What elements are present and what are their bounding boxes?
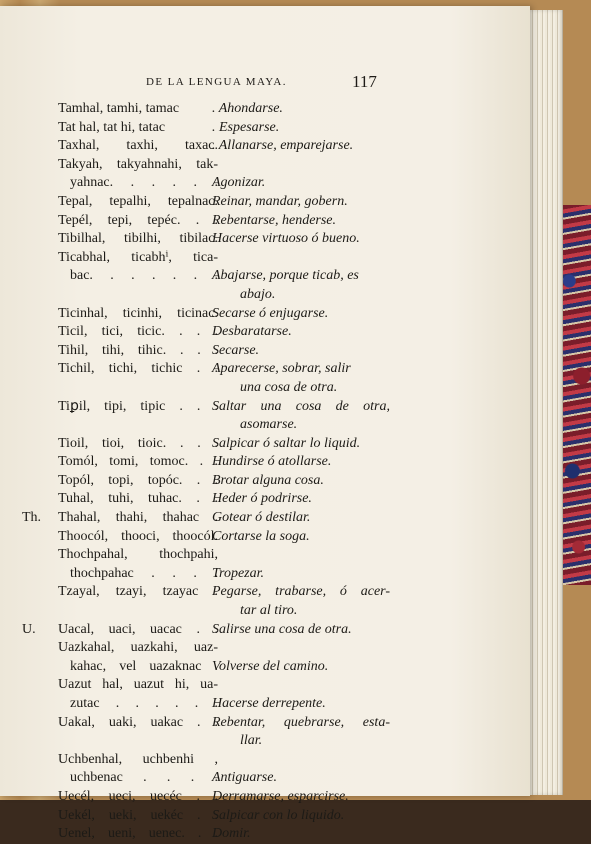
entry-line (0, 807, 530, 826)
dictionary-entry (0, 305, 530, 324)
maya-term: Taxhal, taxhi, taxac. (58, 138, 218, 154)
entry-line (0, 119, 530, 138)
spanish-translation: Salpicar ó saltar lo liquid. (212, 435, 361, 451)
dictionary-entry (0, 323, 530, 342)
entry-line (0, 360, 530, 379)
spanish-translation: Reinar, mandar, gobern. (212, 193, 348, 209)
maya-term: Tepal, tepalhi, tepalnac. (58, 193, 218, 209)
entry-line (0, 249, 530, 268)
spanish-translation: Heder ó podrirse. (212, 491, 312, 507)
maya-term: Uekél, ueki, uekéc . . (58, 807, 218, 823)
entry-line (0, 714, 530, 733)
maya-term: Tuhal, tuhi, tuhac. . . (58, 491, 218, 507)
spanish-translation: Hacerse virtuoso ó bueno. (212, 231, 360, 247)
dictionary-entry (0, 193, 530, 212)
maya-term: Thochpahal, thochpahi, (58, 547, 218, 563)
spanish-translation: Cortarse la soga. (212, 528, 310, 544)
dictionary-entry (0, 490, 530, 509)
spanish-translation: Rebentarse, henderse. (212, 212, 337, 228)
spanish-translation: Tropezar. (212, 565, 265, 581)
maya-term: Tihil, tihi, tihic. . . . (58, 342, 218, 358)
dictionary-entry (0, 342, 530, 361)
spanish-translation: Gotear ó destilar. (212, 510, 311, 526)
spanish-translation: Hacerse derrepente. (212, 696, 326, 711)
book-page (0, 6, 530, 842)
maya-term: Uakal, uaki, uakac . . (58, 714, 218, 730)
dictionary-entry (0, 546, 530, 583)
entry-line (0, 193, 530, 212)
dictionary-entry (0, 639, 530, 676)
entry-line (0, 174, 530, 193)
running-head: DE LA LENGUA MAYA. (146, 76, 287, 88)
entry-line (0, 230, 530, 249)
entry-line (0, 732, 530, 751)
dictionary-entry (0, 100, 530, 119)
entry-line (0, 658, 530, 677)
entry-line (0, 676, 530, 695)
dictionary-entry (0, 807, 530, 826)
maya-term: yahnac. . . . . . (70, 175, 218, 191)
marbled-edge (560, 205, 591, 585)
maya-term: Ticil, tici, ticic. . . . (58, 324, 218, 340)
dictionary-entry (0, 119, 530, 138)
maya-term: Tioil, tioi, tioic. . . . (58, 435, 218, 451)
spanish-translation: tar al tiro. (240, 603, 298, 619)
spanish-translation: Salpicar con lo liquido. (212, 807, 345, 823)
dictionary-entry (0, 825, 530, 844)
spanish-translation: Agonizar. (212, 175, 266, 191)
page-edges (525, 10, 563, 795)
entry-line (0, 490, 530, 509)
maya-term: Tiꝑil, tipi, tipic . . . (58, 398, 218, 414)
entry-line (0, 472, 530, 491)
dictionary-entry (0, 528, 530, 547)
dictionary-entry (0, 398, 530, 435)
section-letter: U. (22, 621, 36, 637)
dictionary-entry (0, 212, 530, 231)
maya-term: kahac, vel uazaknac . (70, 658, 218, 674)
dictionary-entry (0, 676, 530, 713)
maya-term: Topól, topi, topóc. . . (58, 472, 218, 488)
entry-line (0, 305, 530, 324)
spanish-translation: Rebentar, quebrarse, esta- (212, 714, 390, 730)
maya-term: Tomól, tomi, tomoc. . . (58, 454, 218, 470)
dictionary-entry (0, 249, 530, 305)
entry-line (0, 565, 530, 584)
maya-term: Takyah, takyahnahi, tak- (58, 156, 218, 172)
entry-line (0, 323, 530, 342)
maya-term: Tepél, tepi, tepéc. . . (58, 212, 218, 228)
dictionary-entry (0, 751, 530, 788)
entry-line (0, 342, 530, 361)
entry-line (0, 751, 530, 770)
spanish-translation: Hundirse ó atollarse. (212, 454, 332, 470)
page-number: 117 (352, 72, 377, 91)
spanish-translation: abajo. (240, 286, 276, 302)
spanish-translation: Saltar una cosa de otra, (212, 398, 390, 414)
entry-line (0, 583, 530, 602)
entry-line (0, 435, 530, 454)
maya-term: Tzayal, tzayi, tzayac . (58, 584, 218, 600)
entry-line (0, 453, 530, 472)
maya-term: Uazut hal, uazut hi, ua- (58, 677, 218, 693)
dictionary-entry (0, 583, 530, 620)
entry-line (0, 639, 530, 658)
entry-line (0, 509, 530, 528)
spanish-translation: Volverse del camino. (212, 658, 329, 674)
spanish-translation: . Espesarse. (212, 119, 280, 135)
maya-term: uchbenac . . . . (70, 770, 218, 786)
entry-line (0, 825, 530, 844)
dictionary-entry (0, 435, 530, 454)
entry-line (0, 379, 530, 398)
maya-term: Uacal, uaci, uacac . . (58, 621, 218, 637)
maya-term: Uazkahal, uazkahi, uaz- (58, 640, 218, 656)
entry-line (0, 156, 530, 175)
maya-term: Uecél, ueci, uecéc . . (58, 788, 218, 804)
spanish-translation: Pegarse, trabarse, ó acer- (212, 584, 390, 600)
spanish-translation: Brotar alguna cosa. (212, 472, 324, 488)
maya-term: zutac . . . . . . (70, 696, 218, 711)
maya-term: Tamhal, tamhi, tamac (58, 101, 180, 116)
entry-line (0, 137, 530, 156)
spanish-translation: Desbaratarse. (212, 324, 292, 340)
entry-line (0, 100, 530, 119)
spanish-translation: llar. (240, 733, 263, 749)
dictionary-entry (0, 453, 530, 472)
spanish-translation: Derramarse, esparcirse. (212, 788, 349, 804)
dictionary-entry (0, 788, 530, 807)
spanish-translation: una cosa de otra. (240, 379, 338, 395)
entry-line (0, 695, 530, 714)
maya-term: Thahal, thahi, thahac . (58, 510, 218, 526)
spanish-translation: Abajarse, porque ticab, es (212, 268, 359, 284)
maya-term: Ticabhal, ticabhⁱ, tica- (58, 249, 218, 265)
entry-line (0, 788, 530, 807)
spanish-translation: asomarse. (240, 417, 298, 433)
entry-line (0, 267, 530, 286)
maya-term: Uchbenhal, uchbenhi , (58, 751, 218, 767)
entry-line (0, 416, 530, 435)
dictionary-entries (0, 100, 530, 844)
maya-term: thochpahac . . . . (70, 565, 218, 581)
entry-line (0, 602, 530, 621)
spanish-translation: Antiguarse. (212, 770, 277, 786)
entry-line (0, 546, 530, 565)
entry-line (0, 769, 530, 788)
spanish-translation: Domir. (212, 826, 251, 842)
section-letter: Th. (22, 510, 42, 526)
maya-term: bac. . . . . . . (70, 268, 218, 284)
spanish-translation: . Ahondarse. (212, 101, 283, 116)
dictionary-entry (0, 621, 530, 640)
dictionary-entry (0, 360, 530, 397)
entry-line (0, 528, 530, 547)
spanish-translation: Salirse una cosa de otra. (212, 621, 352, 637)
maya-term: Tibilhal, tibilhi, tibilac. (58, 231, 218, 247)
spanish-translation: Secarse ó enjugarse. (212, 305, 329, 321)
entry-line (0, 398, 530, 417)
entry-line (0, 212, 530, 231)
maya-term: Thoocól, thooci, thoocól. (58, 528, 218, 544)
spanish-translation: Secarse. (212, 342, 260, 358)
dictionary-entry (0, 714, 530, 751)
dictionary-entry (0, 230, 530, 249)
maya-term: Uenel, ueni, uenec. . . (58, 826, 218, 842)
maya-term: Tat hal, tat hi, tatac (58, 119, 166, 135)
spanish-translation: Aparecerse, sobrar, salir (212, 361, 351, 377)
dictionary-entry (0, 156, 530, 193)
entry-line (0, 621, 530, 640)
spanish-translation: . Allanarse, emparejarse. (212, 138, 354, 154)
dictionary-entry (0, 137, 530, 156)
entry-line (0, 286, 530, 305)
maya-term: Ticinhal, ticinhi, ticinac. (58, 305, 218, 321)
dictionary-entry (0, 509, 530, 528)
dictionary-entry (0, 472, 530, 491)
maya-term: Tichil, tichi, tichic . . (58, 361, 218, 377)
